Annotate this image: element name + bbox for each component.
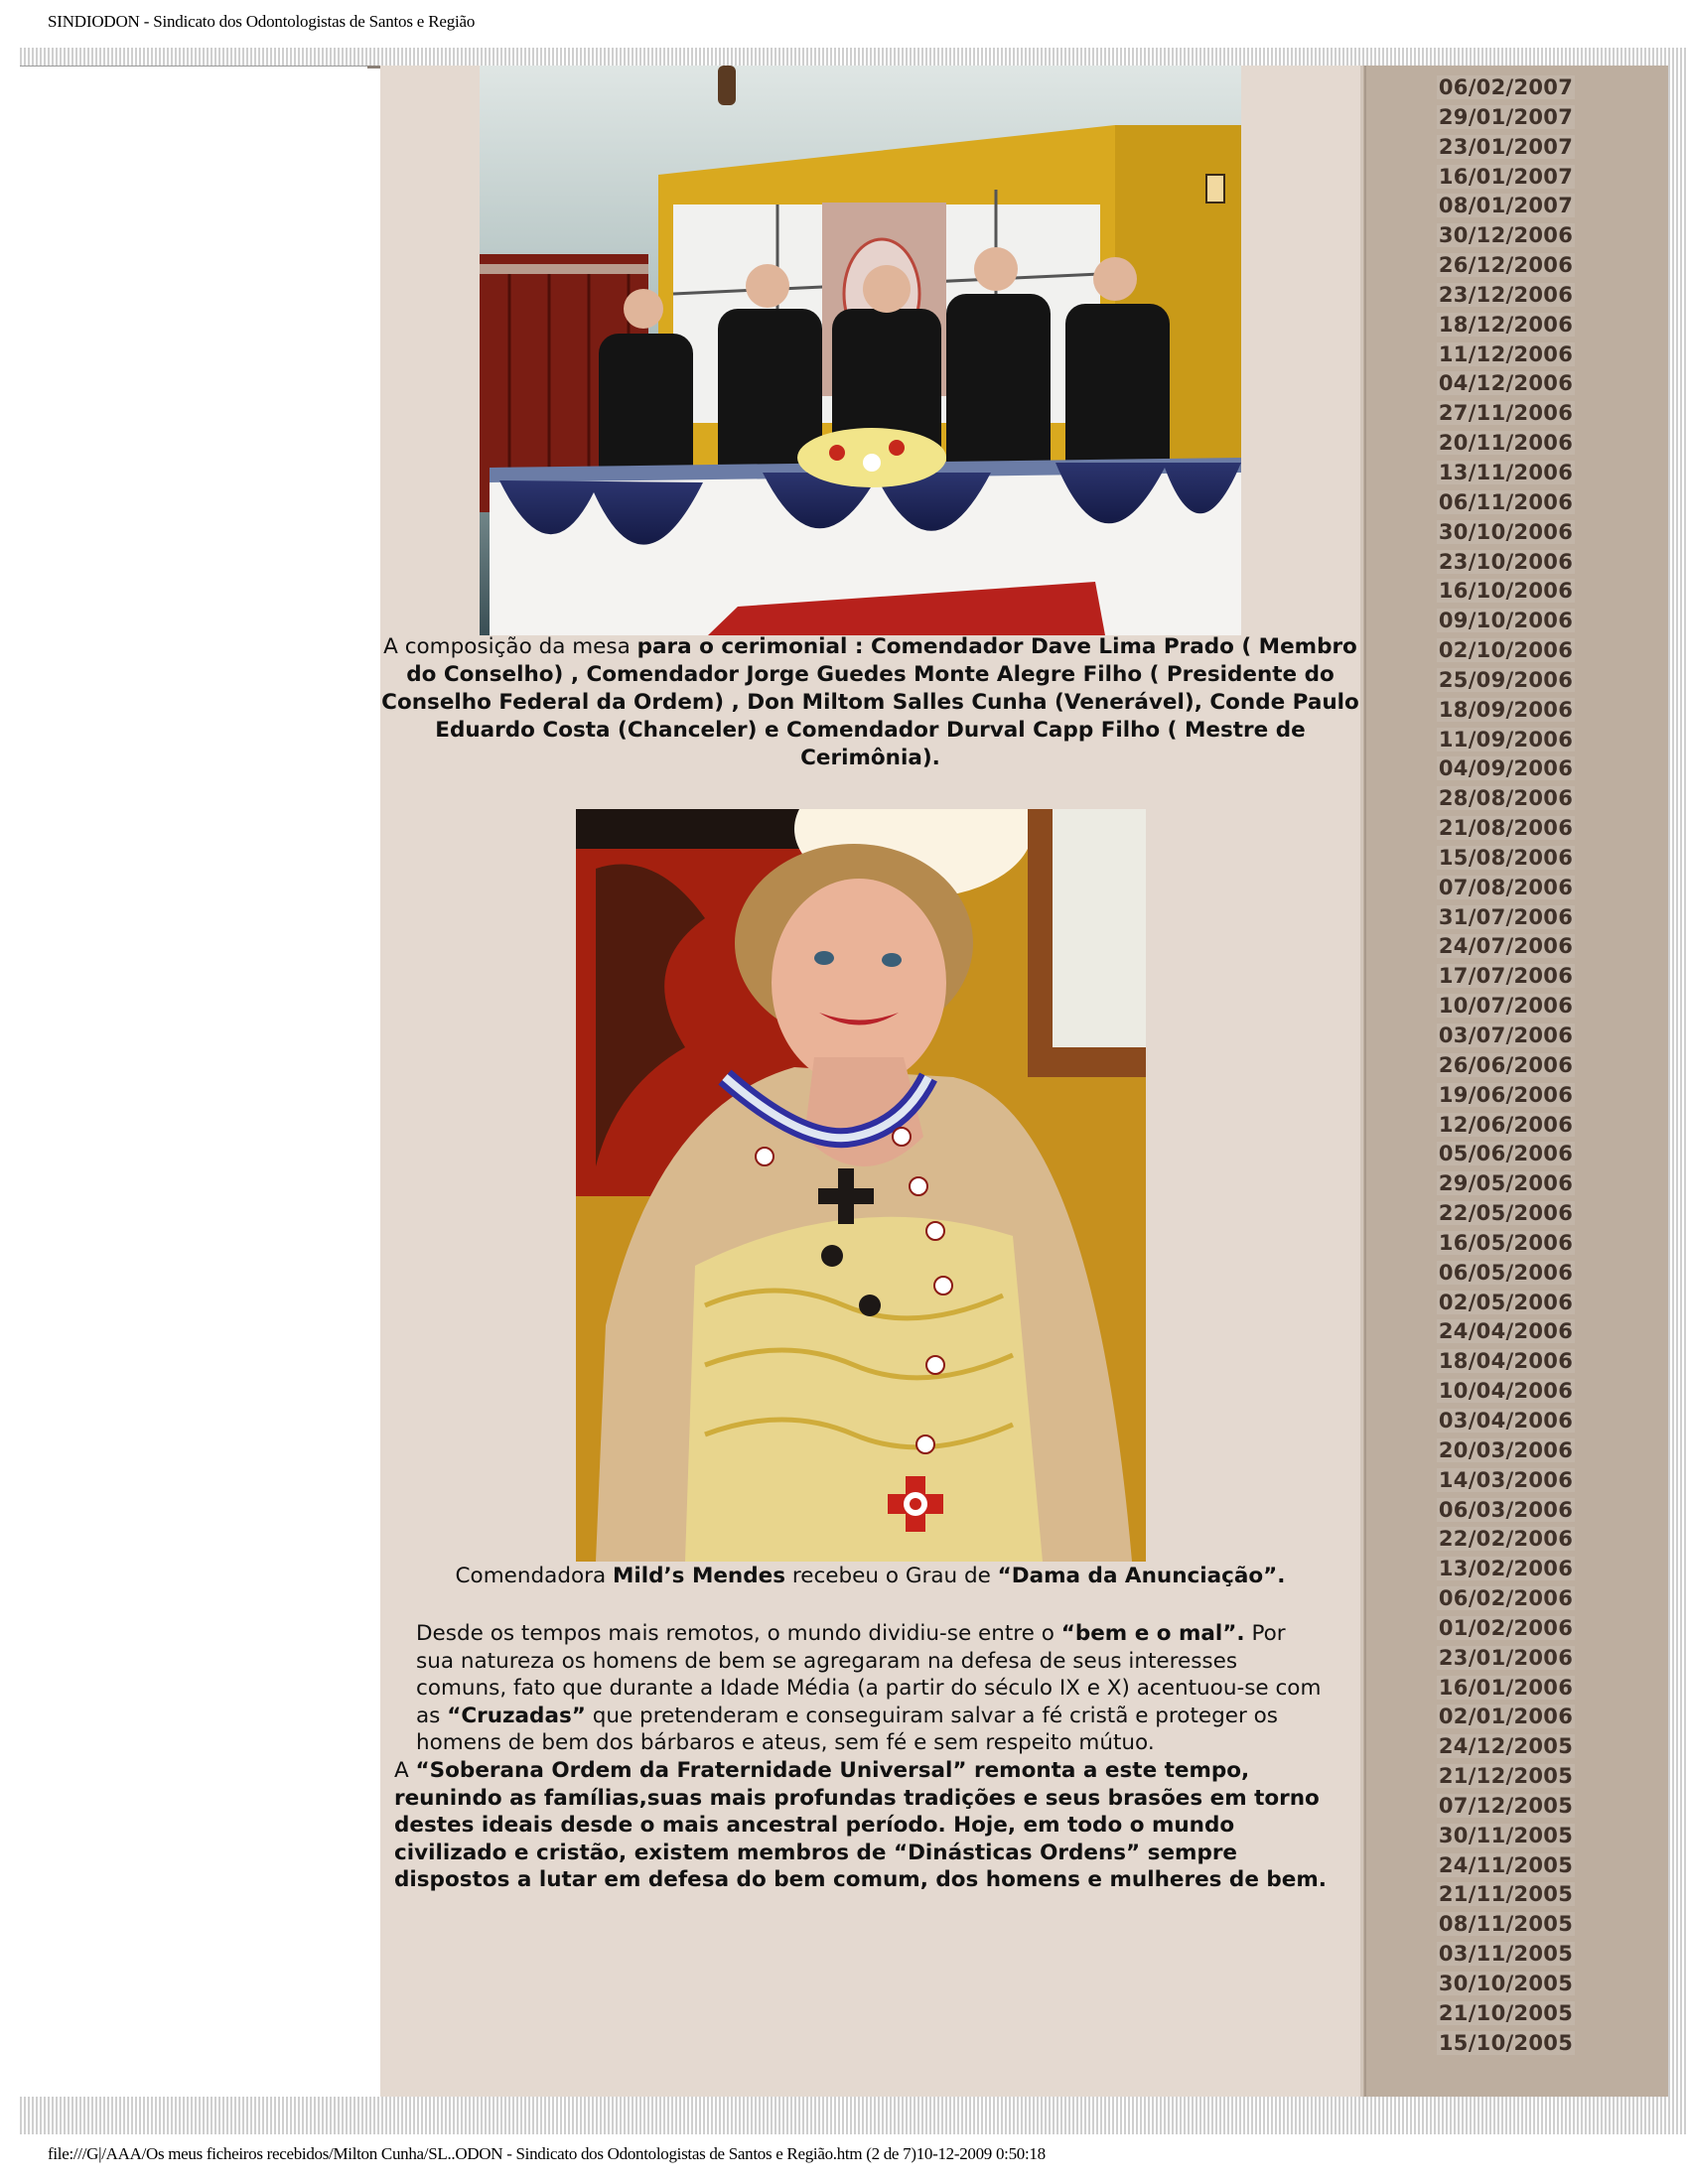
archive-date-item (1363, 1910, 1668, 1940)
archive-date-link[interactable]: 16/01/2006 (1438, 1675, 1574, 1700)
archive-date-item (1363, 1644, 1668, 1674)
right-pattern-strip (1668, 66, 1688, 2097)
archive-date-link[interactable]: 21/12/2005 (1438, 1764, 1574, 1789)
archive-date-item (1363, 666, 1668, 696)
archive-date-link[interactable]: 21/11/2005 (1438, 1882, 1574, 1907)
archive-date-link[interactable]: 29/01/2007 (1438, 104, 1574, 129)
archive-date-link[interactable]: 12/06/2006 (1438, 1112, 1574, 1137)
archive-date-link[interactable]: 17/07/2006 (1438, 964, 1574, 989)
archive-date-link[interactable]: 30/10/2005 (1438, 1972, 1574, 1995)
archive-date-link[interactable]: 24/12/2005 (1438, 1734, 1574, 1759)
archive-date-item (1363, 548, 1668, 578)
archive-date-item (1363, 1317, 1668, 1347)
archive-date-item (1363, 1970, 1668, 1999)
archive-date-item (1363, 341, 1668, 370)
archive-date-item (1363, 696, 1668, 726)
archive-date-item (1363, 1851, 1668, 1881)
archive-date-item (1363, 399, 1668, 429)
archive-date-item (1363, 163, 1668, 193)
archive-date-link[interactable]: 13/02/2006 (1438, 1557, 1574, 1581)
archive-date-item (1363, 221, 1668, 251)
article-p1-bold-a: “bem e o mal”. (1060, 1621, 1245, 1646)
dame-caption-part2: recebeu o Grau de (785, 1564, 998, 1588)
archive-date-link[interactable]: 18/09/2006 (1438, 697, 1574, 722)
archive-date-item (1363, 429, 1668, 459)
archive-date-item (1363, 1347, 1668, 1377)
dame-portrait-illustration (576, 809, 1146, 1562)
archive-date-link[interactable]: 07/12/2005 (1438, 1793, 1574, 1818)
archive-date-item (1363, 1674, 1668, 1704)
archive-date-link[interactable]: 05/06/2006 (1438, 1142, 1574, 1166)
archive-date-link[interactable]: 06/11/2006 (1438, 489, 1574, 514)
archive-date-item (1363, 1584, 1668, 1614)
archive-date-link[interactable]: 08/01/2007 (1438, 194, 1574, 218)
ceremony-caption (380, 633, 1360, 772)
archive-date-link[interactable]: 16/01/2007 (1438, 164, 1574, 189)
archive-date-link[interactable]: 25/09/2006 (1438, 667, 1574, 692)
archive-date-item (1363, 518, 1668, 548)
archive-date-link[interactable]: 30/11/2005 (1438, 1823, 1574, 1847)
archive-date-link[interactable]: 18/12/2006 (1438, 312, 1574, 337)
archive-date-item (1363, 1289, 1668, 1318)
archive-date-link[interactable]: 24/07/2006 (1438, 934, 1574, 959)
archive-date-item (1363, 1525, 1668, 1555)
archive-date-item (1363, 251, 1668, 281)
archive-date-item (1363, 1732, 1668, 1762)
archive-date-link[interactable]: 23/01/2007 (1438, 134, 1574, 159)
archive-date-link[interactable]: 23/12/2006 (1438, 282, 1574, 307)
archive-date-item (1363, 459, 1668, 488)
archive-date-link[interactable]: 21/10/2005 (1438, 2000, 1574, 2025)
archive-date-link[interactable]: 18/04/2006 (1438, 1349, 1574, 1374)
archive-date-item (1363, 1259, 1668, 1289)
archive-date-link[interactable]: 19/06/2006 (1438, 1082, 1574, 1107)
bottom-pattern-band (20, 2097, 1688, 2134)
dame-caption (380, 1563, 1360, 1590)
archive-date-item (1363, 1466, 1668, 1496)
dame-caption-part1: Comendadora (455, 1564, 613, 1588)
archive-date-item (1363, 1051, 1668, 1081)
dame-caption-name: Mild’s Mendes (612, 1564, 786, 1588)
archive-date-item (1363, 577, 1668, 607)
archive-date-link[interactable]: 26/06/2006 (1438, 1052, 1574, 1077)
archive-date-item (1363, 1407, 1668, 1436)
archive-date-link[interactable]: 10/07/2006 (1438, 994, 1574, 1019)
divider-tick (367, 66, 380, 68)
ceremony-photo (480, 66, 1241, 635)
archive-date-link[interactable]: 11/09/2006 (1438, 727, 1574, 751)
print-footer-path: file:///G|/AAA/Os meus ficheiros recebidos/Milton Cunha/SL..ODON - Sindicato dos Odontologistas de Santos e Região.htm (2 de 7)10-12-2009 0:50:18 (48, 2144, 1046, 2163)
archive-date-item (1363, 607, 1668, 636)
archive-date-item (1363, 754, 1668, 784)
archive-date-link[interactable]: 02/05/2006 (1438, 1290, 1574, 1314)
archive-date-item (1363, 1555, 1668, 1584)
archive-date-item (1363, 992, 1668, 1022)
ceremony-caption-intro: A composição da mesa (383, 634, 637, 659)
archive-date-link[interactable]: 02/10/2006 (1438, 638, 1574, 663)
archive-date-item (1363, 1081, 1668, 1111)
archive-date-item (1363, 1169, 1668, 1199)
archive-date-link[interactable]: 15/10/2005 (1438, 2030, 1574, 2055)
archive-date-link[interactable]: 08/11/2005 (1438, 1912, 1574, 1937)
archive-date-link[interactable]: 30/12/2006 (1438, 223, 1574, 248)
dame-caption-title: “Dama da Anunciação”. (997, 1564, 1286, 1588)
archive-date-item (1363, 1940, 1668, 1970)
archive-date-link[interactable]: 06/02/2006 (1438, 1586, 1574, 1611)
archive-date-item (1363, 932, 1668, 962)
article-p2-text-a: A (394, 1757, 416, 1783)
archive-date-item (1363, 369, 1668, 399)
archive-date-item (1363, 192, 1668, 221)
archive-sidebar (1360, 66, 1668, 2097)
archive-date-item (1363, 814, 1668, 844)
archive-date-link[interactable]: 26/12/2006 (1438, 253, 1574, 278)
top-divider (20, 66, 377, 67)
archive-date-link[interactable]: 30/10/2006 (1438, 519, 1574, 544)
archive-date-item (1363, 1792, 1668, 1822)
print-header-title: SINDIODON - Sindicato dos Odontologistas de Santos e Região (48, 12, 476, 31)
archive-date-item (1363, 103, 1668, 133)
archive-date-item (1363, 962, 1668, 992)
article-paragraph-2 (394, 1757, 1328, 1894)
archive-date-link[interactable]: 20/03/2006 (1438, 1437, 1574, 1462)
archive-date-item (1363, 1229, 1668, 1259)
article-p1-text-b: Por sua natureza os homens de bem se agregaram na defesa de seus interesses comuns, fato que durante a Idade Média (a partir do século IX e X) acentuou-se com as (416, 1621, 1322, 1728)
archive-date-link[interactable]: 03/04/2006 (1438, 1408, 1574, 1433)
archive-date-link[interactable]: 22/02/2006 (1438, 1527, 1574, 1552)
ceremony-caption-names: para o cerimonial : Comendador Dave Lima Prado ( Membro do Conselho) , Comendador Jorge Guedes Monte Alegre Filho ( Presidente do Conselho Federal da Ordem) , Don Miltom Salles Cunha (Venerável), Conde Paulo Eduardo Costa (Chanceler) e Comendador Durval Capp Filho ( Mestre de Cerimônia). (381, 634, 1359, 770)
archive-date-link[interactable]: 06/05/2006 (1438, 1260, 1574, 1285)
archive-date-link[interactable]: 23/01/2006 (1438, 1645, 1574, 1670)
archive-date-link[interactable]: 11/12/2006 (1438, 341, 1574, 366)
archive-date-link[interactable]: 16/10/2006 (1438, 579, 1574, 604)
archive-date-item (1363, 636, 1668, 666)
archive-date-item (1363, 1496, 1668, 1526)
main-content (380, 66, 1360, 2097)
ceremony-photo-illustration (480, 66, 1241, 635)
archive-date-item (1363, 1703, 1668, 1732)
archive-date-item (1363, 1822, 1668, 1851)
archive-date-link[interactable]: 02/01/2006 (1438, 1705, 1574, 1729)
archive-date-item (1363, 903, 1668, 933)
archive-date-item (1363, 311, 1668, 341)
archive-date-item (1363, 874, 1668, 903)
archive-date-link[interactable]: 28/08/2006 (1438, 786, 1574, 811)
archive-date-item (1363, 1199, 1668, 1229)
article-p1-text-c: que pretenderam e conseguiram salvar a fé cristã e proteger os homens de bem dos bárbaros e ateus, sem fé e sem respeito mútuo. (416, 1703, 1279, 1756)
archive-date-link[interactable]: 03/11/2005 (1438, 1942, 1574, 1967)
archive-date-link[interactable]: 16/05/2006 (1438, 1230, 1574, 1255)
archive-date-item (1363, 1111, 1668, 1141)
archive-date-link[interactable]: 27/11/2006 (1438, 401, 1574, 426)
archive-date-item (1363, 726, 1668, 755)
archive-date-list (1363, 73, 1668, 2059)
archive-date-item (1363, 488, 1668, 518)
archive-date-item (1363, 1377, 1668, 1407)
archive-date-link[interactable]: 13/11/2006 (1438, 460, 1574, 484)
archive-date-link[interactable]: 24/04/2006 (1438, 1319, 1574, 1344)
archive-date-item (1363, 1880, 1668, 1910)
archive-date-link[interactable]: 29/05/2006 (1438, 1171, 1574, 1196)
archive-date-item (1363, 133, 1668, 163)
archive-date-link[interactable]: 24/11/2005 (1438, 1852, 1574, 1877)
article-paragraph-1 (394, 1620, 1328, 1757)
dame-portrait-photo (576, 809, 1146, 1562)
archive-date-item (1363, 1436, 1668, 1466)
archive-date-link[interactable]: 03/07/2006 (1438, 1024, 1574, 1047)
article-body (394, 1620, 1328, 1894)
archive-date-item (1363, 2029, 1668, 2059)
archive-date-item (1363, 1022, 1668, 1051)
archive-date-item (1363, 1614, 1668, 1644)
archive-date-link[interactable]: 04/09/2006 (1438, 756, 1574, 781)
archive-date-item (1363, 73, 1668, 103)
archive-date-item (1363, 281, 1668, 311)
archive-date-link[interactable]: 15/08/2006 (1438, 845, 1574, 870)
article-p1-bold-b: “Cruzadas” (447, 1703, 586, 1728)
article-p1-text-a: Desde os tempos mais remotos, o mundo dividiu-se entre o (416, 1621, 1061, 1646)
archive-date-link[interactable]: 09/10/2006 (1438, 609, 1574, 633)
archive-date-link[interactable]: 21/08/2006 (1438, 816, 1574, 841)
archive-date-link[interactable]: 06/03/2006 (1438, 1497, 1574, 1522)
article-p2-bold: “Soberana Ordem da Fraternidade Universal” remonta a este tempo, reunindo as famílias,suas mais profundas tradições e seus brasões em torno destes ideais desde o mais ancestral período. Hoje, em todo o mundo civilizado e cristão, existem membros de “Dinásticas Ordens” sempre dispostos a lutar em defesa do bem comum, dos homens e mulheres de bem. (394, 1757, 1327, 1893)
archive-date-item (1363, 1762, 1668, 1792)
archive-date-link[interactable]: 22/05/2006 (1438, 1201, 1574, 1226)
archive-date-item (1363, 784, 1668, 814)
archive-date-item (1363, 1140, 1668, 1169)
top-pattern-band (20, 48, 1688, 66)
archive-date-link[interactable]: 04/12/2006 (1438, 371, 1574, 396)
archive-date-link[interactable]: 06/02/2007 (1438, 75, 1574, 99)
archive-date-link[interactable]: 23/10/2006 (1438, 549, 1574, 574)
archive-date-link[interactable]: 07/08/2006 (1438, 875, 1574, 899)
archive-date-link[interactable]: 14/03/2006 (1438, 1467, 1574, 1492)
archive-date-link[interactable]: 20/11/2006 (1438, 431, 1574, 456)
archive-date-item (1363, 1999, 1668, 2029)
archive-date-item (1363, 844, 1668, 874)
archive-date-link[interactable]: 10/04/2006 (1438, 1379, 1574, 1404)
archive-date-link[interactable]: 31/07/2006 (1438, 904, 1574, 929)
archive-date-link[interactable]: 01/02/2006 (1438, 1615, 1574, 1640)
